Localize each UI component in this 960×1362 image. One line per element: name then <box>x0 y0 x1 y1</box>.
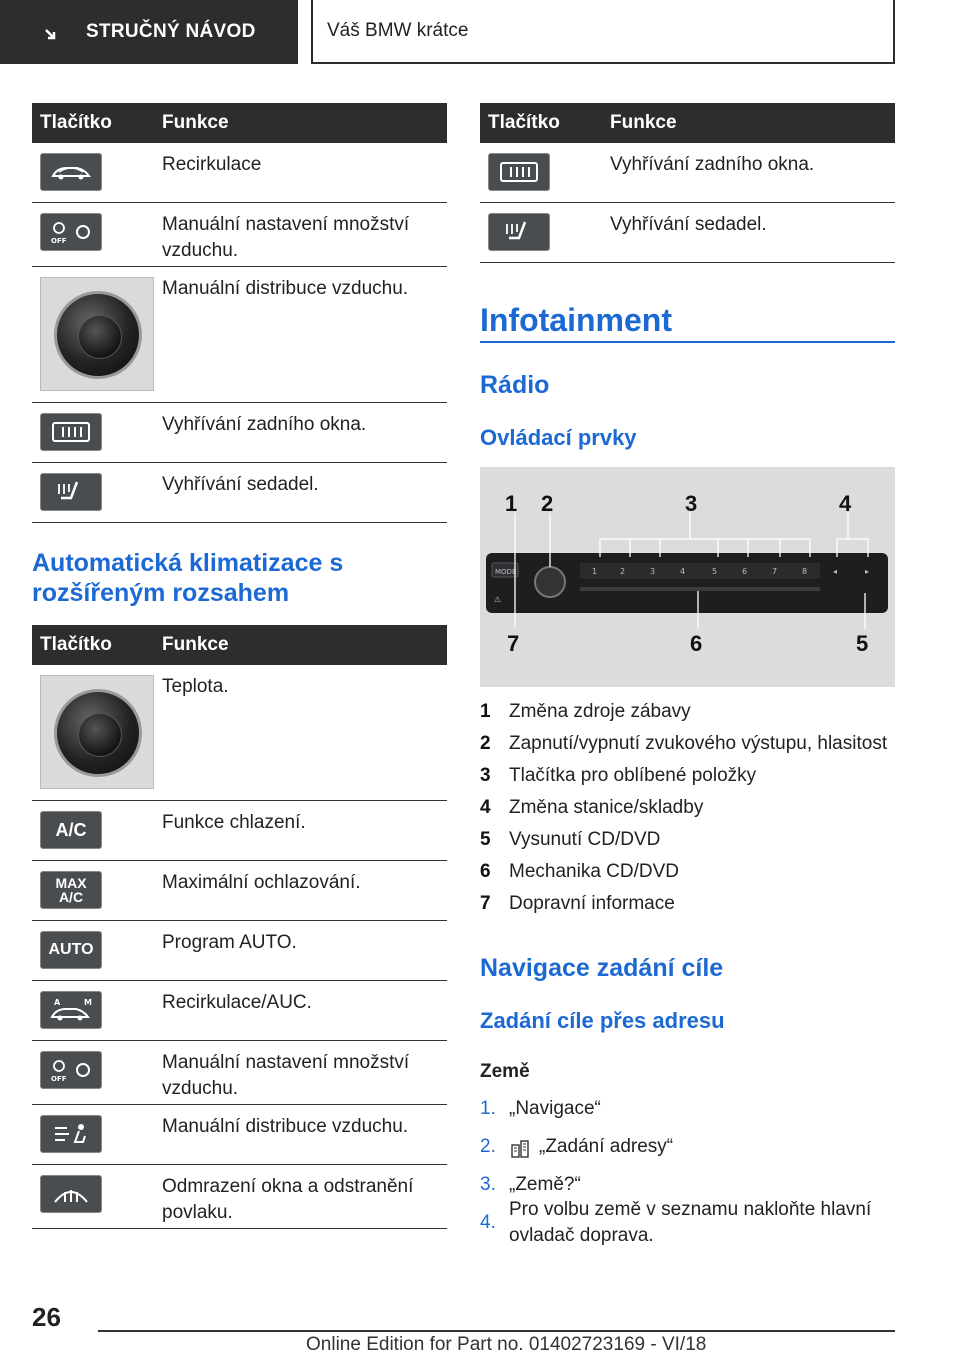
svg-text:OFF: OFF <box>51 1075 67 1083</box>
address-icon <box>509 1137 531 1159</box>
svg-text:◂: ◂ <box>833 567 838 576</box>
climate-table-extended <box>32 625 447 1229</box>
col-function-header: Funkce <box>610 112 677 133</box>
auto-button-icon: AUTO <box>40 931 102 969</box>
svg-text:M: M <box>84 998 92 1007</box>
table-row <box>480 143 895 203</box>
table-row <box>32 1105 447 1165</box>
table-row <box>32 1165 447 1229</box>
table-row <box>32 1041 447 1105</box>
row-text: Funkce chlazení. <box>162 812 306 833</box>
svg-text:7: 7 <box>772 567 778 576</box>
col-function-header: Funkce <box>162 634 229 655</box>
chapter-title: Váš BMW krátce <box>327 20 469 41</box>
table-row <box>32 665 447 801</box>
table-row <box>32 143 447 203</box>
ac-button-icon: A/C <box>40 811 102 849</box>
svg-text:6: 6 <box>742 567 748 576</box>
row-text: Recirkulace <box>162 154 262 175</box>
callout-6: 6 <box>690 631 703 656</box>
air-distribution-icon <box>40 1115 102 1153</box>
row-text: Vyhřívání zadního okna. <box>162 414 367 435</box>
section-title-address: Zadání cíle přes adresu <box>480 1008 725 1033</box>
row-text: Manuální nastavení množství vzduchu. <box>162 214 410 261</box>
rear-window-heating-icon <box>40 413 102 451</box>
svg-text:▸: ▸ <box>865 567 870 576</box>
row-text: Teplota. <box>162 676 229 697</box>
arrow-icon <box>44 28 62 46</box>
list-item: 5 Vysunutí CD/DVD <box>480 829 661 850</box>
svg-text:⚠: ⚠ <box>494 595 502 604</box>
callout-1: 1 <box>505 491 518 516</box>
seat-heating-icon <box>40 473 102 511</box>
callout-2: 2 <box>541 491 554 516</box>
table-row <box>32 267 447 403</box>
svg-text:3: 3 <box>650 567 656 576</box>
recirculation-icon <box>40 153 102 191</box>
navigation-steps <box>480 1093 895 1245</box>
row-text: Program AUTO. <box>162 932 297 953</box>
list-item: 2 Zapnutí/vypnutí zvukového výstupu, hlasitost <box>480 733 888 754</box>
section-title-radio: Rádio <box>480 371 550 399</box>
section-title-controls: Ovládací prvky <box>480 425 637 450</box>
svg-text:A: A <box>54 998 61 1007</box>
row-text: Odmrazení okna a odstranění povlaku. <box>162 1176 414 1223</box>
col-function-header: Funkce <box>162 112 229 133</box>
svg-text:MODE: MODE <box>495 568 517 576</box>
row-text: Vyhřívání sedadel. <box>162 474 319 495</box>
radio-controls-figure <box>480 467 895 687</box>
col-button-header: Tlačítko <box>488 112 560 133</box>
callout-5: 5 <box>856 631 869 656</box>
table-row <box>32 403 447 463</box>
chapter-tab <box>311 0 895 64</box>
table-row <box>32 921 447 981</box>
svg-text:5: 5 <box>712 567 718 576</box>
temperature-dial-icon <box>40 675 154 789</box>
svg-text:2: 2 <box>620 567 626 576</box>
page-number: 26 <box>32 1302 61 1332</box>
table-row <box>32 861 447 921</box>
section-title-auto-climate: Automatická klimatizace s rozšířeným rozsahem <box>32 549 344 607</box>
table-row <box>480 203 895 263</box>
fan-icon <box>40 1051 102 1089</box>
controls-legend <box>480 696 887 920</box>
country-heading: Země <box>480 1061 530 1082</box>
seat-heating-icon <box>488 213 550 251</box>
section-title-infotainment: Infotainment <box>480 302 672 338</box>
recirculation-auc-icon <box>40 991 102 1029</box>
row-text: Manuální nastavení množství vzduchu. <box>162 1052 410 1099</box>
table-row <box>32 801 447 861</box>
svg-text:1: 1 <box>592 567 598 576</box>
section-rule <box>480 341 895 343</box>
table-header <box>32 103 447 143</box>
defrost-icon <box>40 1175 102 1213</box>
section-title-navigation: Navigace zadání cíle <box>480 954 724 982</box>
row-text: Vyhřívání zadního okna. <box>610 154 815 175</box>
section-tab <box>0 0 298 64</box>
row-text: Maximální ochlazování. <box>162 872 361 893</box>
row-text: Manuální distribuce vzduchu. <box>162 278 409 299</box>
callout-7: 7 <box>507 631 520 656</box>
list-item: 7 Dopravní informace <box>480 893 675 914</box>
row-text: Vyhřívání sedadel. <box>610 214 767 235</box>
list-item: 1 Změna zdroje zábavy <box>480 701 691 722</box>
table-row <box>32 463 447 523</box>
table-header <box>480 103 895 143</box>
table-row <box>32 981 447 1041</box>
callout-3: 3 <box>685 491 698 516</box>
col-button-header: Tlačítko <box>40 112 112 133</box>
list-item: 4. Pro volbu země v seznamu nakloňte hlavní ovladač doprava. <box>480 1199 872 1246</box>
svg-text:4: 4 <box>680 567 686 576</box>
climate-table-basic <box>32 103 447 523</box>
callout-4: 4 <box>839 491 852 516</box>
row-text: Manuální distribuce vzduchu. <box>162 1116 409 1137</box>
list-item: 1. „Navigace“ <box>480 1098 601 1119</box>
list-item: 3 Tlačítka pro oblíbené položky <box>480 765 757 786</box>
list-item: 6 Mechanika CD/DVD <box>480 861 679 882</box>
fan-icon <box>40 213 102 251</box>
table-row <box>32 203 447 267</box>
list-item: 3. „Země?“ <box>480 1174 581 1195</box>
air-distribution-dial-icon <box>40 277 154 391</box>
table-header <box>32 625 447 665</box>
svg-text:OFF: OFF <box>51 237 67 245</box>
col-button-header: Tlačítko <box>40 634 112 655</box>
climate-table-right <box>480 103 895 263</box>
max-ac-button-icon: MAX A/C <box>40 871 102 909</box>
section-title: STRUČNÝ NÁVOD <box>86 21 256 42</box>
list-item: 2. „Zadání adresy“ <box>480 1136 674 1157</box>
svg-text:8: 8 <box>802 567 808 576</box>
list-item: 4 Změna stanice/skladby <box>480 797 704 818</box>
rear-window-heating-icon <box>488 153 550 191</box>
footer-edition: Online Edition for Part no. 01402723169 - VI/18 <box>306 1334 707 1355</box>
row-text: Recirkulace/AUC. <box>162 992 312 1013</box>
footer-rule <box>98 1330 895 1332</box>
